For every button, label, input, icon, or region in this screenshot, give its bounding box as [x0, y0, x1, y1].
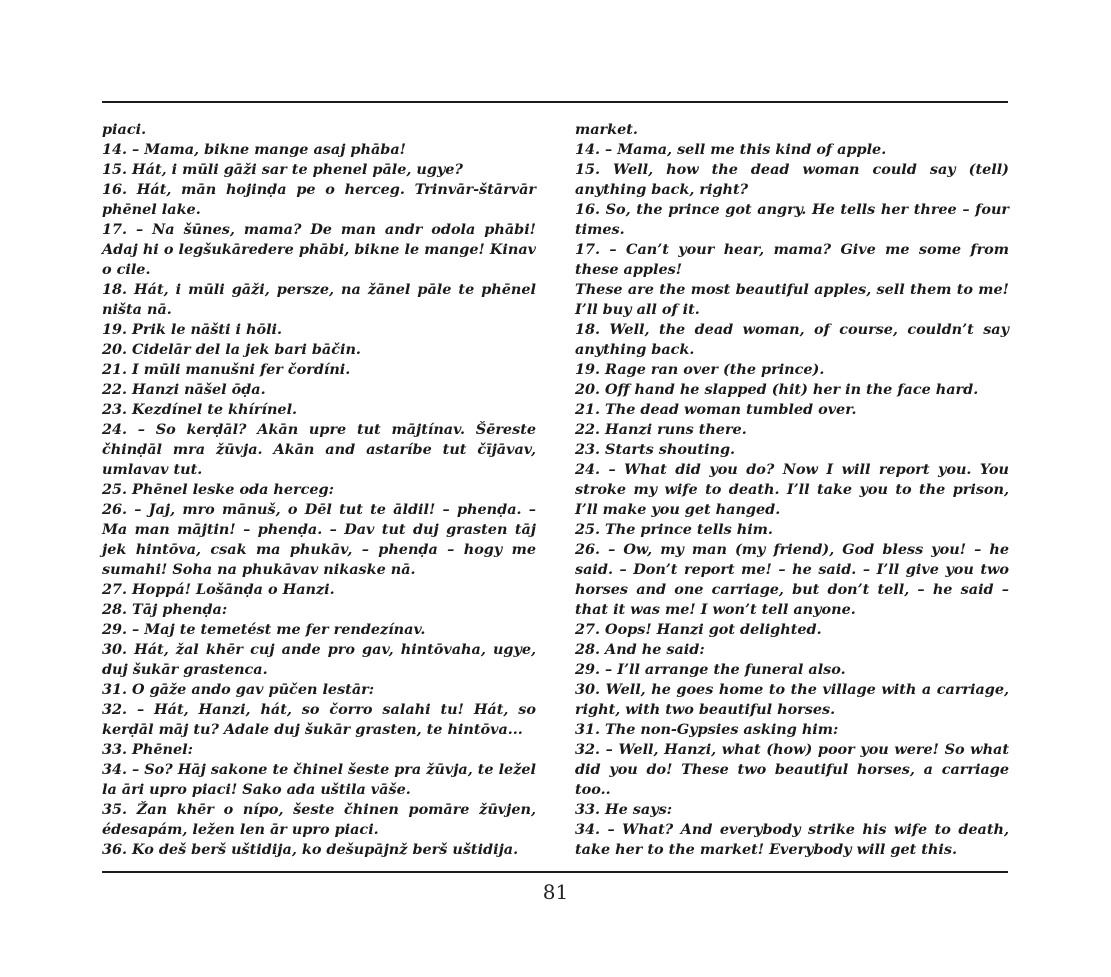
english-line: 14. – Mama, sell me this kind of apple.: [575, 141, 887, 158]
english-line: 15. Well, how the dead woman could say (tell) anything back, right?: [575, 161, 1009, 198]
romani-text-column: [102, 120, 536, 860]
romani-line: 22. Hanzi nāšel ōḍa.: [102, 381, 266, 398]
romani-line: 33. Phēnel:: [102, 741, 193, 758]
english-line: 33. He says:: [575, 801, 673, 818]
romani-line: 26. – Jaj, mro mānuš, o Dēl tut te āldil! – phenḍa. – Ma man mājtin! – phenḍa. – Dav tut duj grasten tāj jek hintōva, csak ma phukāv, – phenḍa – hogy me sumahi! Soha na phukāvav nikaske nā.: [102, 501, 536, 578]
english-line: 17. – Can’t your hear, mama? Give me some from these apples!: [575, 241, 1009, 278]
bottom-rule: [102, 871, 1008, 873]
english-line: 28. And he said:: [575, 641, 705, 658]
english-line: 18. Well, the dead woman, of course, couldn’t say anything back.: [575, 321, 1009, 358]
romani-line: 36. Ko deš berš uštidija, ko dešupājnž berš uštidija.: [102, 841, 519, 858]
romani-line: 30. Hát, žal khēr cuj ande pro gav, hintōvaha, ugye, duj šukār grastenca.: [102, 641, 536, 678]
romani-line: 16. Hát, mān hojinḍa pe o herceg. Trinvār-štārvār phēnel lake.: [102, 181, 536, 218]
romani-line: 25. Phēnel leske oda herceg:: [102, 481, 334, 498]
romani-line: 35. Žan khēr o nípo, šeste čhinen pomāre žūvjen, édesapám, ležen len ār upro piaci.: [102, 801, 536, 838]
english-line: These are the most beautiful apples, sell them to me! I’ll buy all of it.: [575, 281, 1009, 318]
romani-line: 18. Hát, i mūli gāži, persze, na žānel pāle te phēnel ništa nā.: [102, 281, 536, 318]
english-line: 32. – Well, Hanzi, what (how) poor you were! So what did you do! These two beautiful horses, a carriage too..: [575, 741, 1009, 798]
romani-line: 34. – So? Hāj sakone te čhinel šeste pra žūvja, te ležel la āri upro piaci! Sako ada uštila vāše.: [102, 761, 536, 798]
romani-line: 23. Kezdínel te khírínel.: [102, 401, 298, 418]
english-line: 29. – I’ll arrange the funeral also.: [575, 661, 846, 678]
english-line: 34. – What? And everybody strike his wife to death, take her to the market! Everybody will get this.: [575, 821, 1009, 858]
romani-line: 24. – So kerḍāl? Akān upre tut mājtínav. Šēreste čhinḍāl mra žūvja. Akān and astaríbe tut čījāvav, umlavav tut.: [102, 421, 536, 478]
romani-line: 20. Cidelār del la jek bari bāčin.: [102, 341, 361, 358]
english-line: 26. – Ow, my man (my friend), God bless you! – he said. – Don’t report me! – he said. – I’ll give you two horses and one carriage, but don’t tell, – he said – that it was me! I won’t tell anyone.: [575, 541, 1009, 618]
english-line: 21. The dead woman tumbled over.: [575, 401, 857, 418]
english-line: 20. Off hand he slapped (hit) her in the face hard.: [575, 381, 979, 398]
romani-line: 17. – Na šūnes, mama? De man andr odola phābi! Adaj hi o legšukāredere phābi, bikne le mange! Kinav o cile.: [102, 221, 536, 278]
english-line: 27. Oops! Hanzi got delighted.: [575, 621, 822, 638]
romani-line: 32. – Hát, Hanzi, hát, so čorro salahi tu! Hát, so kerḍāl māj tu? Adale duj šukār grasten, te hintōva...: [102, 701, 536, 738]
romani-line: 19. Prik le nāšti i hōli.: [102, 321, 283, 338]
english-line: 19. Rage ran over (the prince).: [575, 361, 825, 378]
romani-line: 21. I mūli manušni fer čordíni.: [102, 361, 351, 378]
english-translation-column: [575, 120, 1009, 860]
english-line: market.: [575, 121, 638, 138]
romani-line: 14. – Mama, bikne mange asaj phāba!: [102, 141, 406, 158]
english-line: 16. So, the prince got angry. He tells her three – four times.: [575, 201, 1009, 238]
romani-line: 27. Hoppá! Lošānḍa o Hanzi.: [102, 581, 335, 598]
romani-line: 31. O gāže ando gav pūčen lestār:: [102, 681, 375, 698]
english-line: 25. The prince tells him.: [575, 521, 773, 538]
romani-line: 29. – Maj te temetést me fer rendezínav.: [102, 621, 426, 638]
page-number: 81: [542, 880, 569, 904]
english-line: 22. Hanzi runs there.: [575, 421, 747, 438]
top-rule: [102, 101, 1008, 103]
english-line: 23. Starts shouting.: [575, 441, 736, 458]
english-line: 30. Well, he goes home to the village with a carriage, right, with two beautiful horses.: [575, 681, 1009, 718]
romani-line: 15. Hát, i mūli gāži sar te phenel pāle, ugye?: [102, 161, 463, 178]
english-line: 31. The non-Gypsies asking him:: [575, 721, 839, 738]
english-line: 24. – What did you do? Now I will report you. You stroke my wife to death. I’ll take you to the prison, I’ll make you get hanged.: [575, 461, 1009, 518]
romani-line: 28. Tāj phenḍa:: [102, 601, 228, 618]
romani-line: piaci.: [102, 121, 147, 138]
